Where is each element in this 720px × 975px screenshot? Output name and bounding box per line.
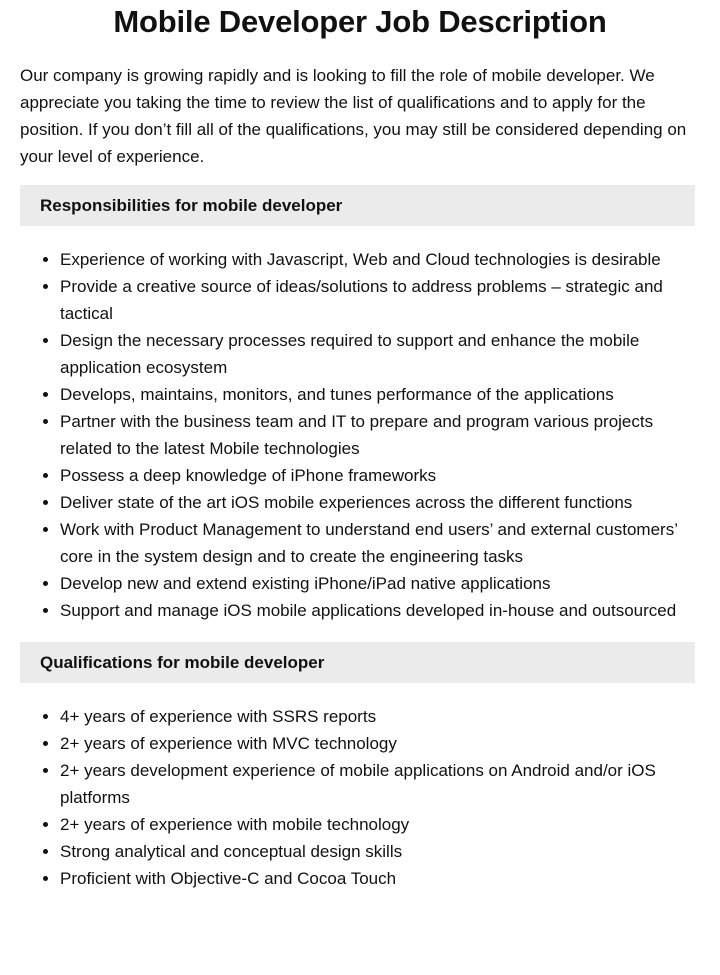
list-item: • Partner with the business team and IT to prepare and program various projects related to the latest Mobile technologies xyxy=(60,408,695,462)
list-item: • Develop new and extend existing iPhone/iPad native applications xyxy=(60,570,695,597)
list-item: • 2+ years of experience with mobile technology xyxy=(60,811,695,838)
responsibilities-heading: Responsibilities for mobile developer xyxy=(20,185,695,226)
list-item: • Design the necessary processes required to support and enhance the mobile application ecosystem xyxy=(60,327,695,381)
page-title: Mobile Developer Job Description xyxy=(113,4,607,39)
responsibilities-list xyxy=(20,246,695,624)
qualifications-heading: Qualifications for mobile developer xyxy=(20,642,695,683)
list-item: • Experience of working with Javascript, Web and Cloud technologies is desirable xyxy=(60,246,695,273)
qualifications-list xyxy=(20,703,695,892)
list-item: • Deliver state of the art iOS mobile experiences across the different functions xyxy=(60,489,695,516)
list-item: • Develops, maintains, monitors, and tunes performance of the applications xyxy=(60,381,695,408)
list-item: • Support and manage iOS mobile applications developed in-house and outsourced xyxy=(60,597,695,624)
list-item: • Possess a deep knowledge of iPhone frameworks xyxy=(60,462,695,489)
list-item: • Work with Product Management to understand end users’ and external customers’ core in the system design and to create the engineering tasks xyxy=(60,516,695,570)
list-item: • 2+ years of experience with MVC technology xyxy=(60,730,695,757)
list-item: • 4+ years of experience with SSRS reports xyxy=(60,703,695,730)
list-item: • Provide a creative source of ideas/solutions to address problems – strategic and tactical xyxy=(60,273,695,327)
list-item: • 2+ years development experience of mobile applications on Android and/or iOS platforms xyxy=(60,757,695,811)
intro-paragraph: Our company is growing rapidly and is looking to fill the role of mobile developer. We appreciate you taking the time to review the list of qualifications and to apply for the position. If you don’t fill all of the qualifications, you may still be considered depending on your level of experience. xyxy=(20,66,687,166)
list-item: • Strong analytical and conceptual design skills xyxy=(60,838,695,865)
list-item: • Proficient with Objective-C and Cocoa Touch xyxy=(60,865,695,892)
